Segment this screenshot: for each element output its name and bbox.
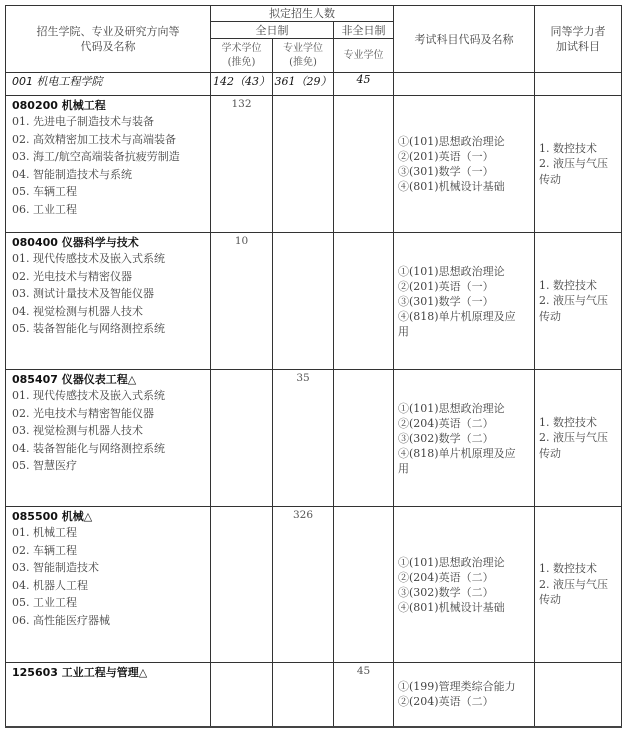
research-direction: 01. 机械工程 [12, 526, 77, 539]
research-direction: 04. 机器人工程 [12, 578, 88, 592]
exam-subject: ②(201)英语（一） [398, 279, 494, 293]
research-direction: 05. 智慧医疗 [12, 459, 77, 472]
extra-subject: 传动 [539, 593, 562, 607]
academic-quota: 132 [211, 96, 273, 233]
college-academic-quota: 142（43） [211, 73, 273, 96]
exam-subject: ④(818)单片机原理及应 [398, 446, 516, 460]
research-direction: 05. 工业工程 [12, 596, 77, 609]
exam-subject: ②(201)英语（一） [398, 150, 494, 163]
extra-subjects [535, 507, 622, 663]
research-direction: 04. 装备智能化与网络测控系统 [12, 441, 165, 455]
header-extra-line1: 同等学力者 [550, 25, 606, 38]
major-info [6, 370, 211, 507]
exam-subject: 用 [398, 324, 410, 338]
extra-subjects [535, 370, 622, 507]
major-info [6, 507, 211, 663]
exam-subject: ③(301)数学（一） [398, 294, 494, 308]
research-direction: 02. 光电技术与精密仪器 [12, 269, 132, 283]
professional-quota [273, 96, 334, 233]
major-title: 080200 机械工程 [12, 99, 106, 112]
extra-subjects [535, 663, 622, 727]
exam-subject: ①(101)思想政治理论 [398, 135, 505, 148]
extra-subject: 传动 [539, 446, 562, 460]
professional-quota: 35 [273, 370, 334, 507]
header-professional-line2: (推免) [289, 56, 317, 68]
major-info [6, 96, 211, 233]
exam-subject: ③(302)数学（二） [398, 431, 494, 445]
exam-subject: ③(302)数学（二） [398, 585, 494, 599]
extra-subject: 2. 液压与气压 [539, 157, 609, 171]
exam-subjects [394, 370, 535, 507]
research-direction: 01. 现代传感技术及嵌入式系统 [12, 389, 165, 402]
extra-subject: 传动 [539, 172, 562, 186]
college-part-time-quota: 45 [334, 73, 394, 96]
academic-quota [211, 370, 273, 507]
header-part-time-professional: 专业学位 [334, 39, 394, 73]
exam-subject: ④(801)机械设计基础 [398, 180, 505, 193]
research-direction: 03. 视觉检测与机器人技术 [12, 424, 143, 437]
exam-subjects [394, 663, 535, 727]
extra-subject: 1. 数控技术 [539, 278, 598, 292]
academic-quota: 10 [211, 233, 273, 370]
header-exam-subjects: 考试科目代码及名称 [394, 6, 535, 73]
major-info [6, 233, 211, 370]
college-extra-empty [535, 73, 622, 96]
exam-subjects [394, 96, 535, 233]
exam-subject: ①(101)思想政治理论 [398, 555, 505, 569]
academic-quota [211, 663, 273, 727]
header-major-line2: 代码及名称 [80, 40, 136, 53]
exam-subject: ①(101)思想政治理论 [398, 264, 505, 278]
header-planned-enrollment: 拟定招生人数 [211, 6, 394, 22]
header-extra-line2: 加试科目 [556, 40, 601, 53]
professional-quota [273, 233, 334, 370]
exam-subject: ③(301)数学（一） [398, 165, 494, 178]
exam-subject: ②(204)英语（二） [398, 416, 494, 430]
part-time-quota [334, 370, 394, 507]
extra-subject: 1. 数控技术 [539, 415, 598, 429]
research-direction: 03. 海工/航空高端装备抗疲劳制造 [12, 150, 180, 163]
research-direction: 05. 车辆工程 [12, 185, 77, 198]
major-title: 080400 仪器科学与技术 [12, 236, 139, 249]
part-time-quota [334, 96, 394, 233]
extra-subject: 1. 数控技术 [539, 562, 598, 576]
header-extra-subjects [535, 6, 622, 73]
extra-subjects [535, 233, 622, 370]
major-title: 085500 机械△ [12, 510, 93, 523]
exam-subject: ②(204)英语（二） [398, 695, 494, 709]
research-direction: 04. 视觉检测与机器人技术 [12, 304, 143, 318]
research-direction: 02. 光电技术与精密智能仪器 [12, 406, 154, 420]
academic-quota [211, 507, 273, 663]
extra-subject: 传动 [539, 309, 562, 323]
extra-subject: 1. 数控技术 [539, 141, 598, 155]
major-title: 085407 仪器仪表工程△ [12, 373, 137, 386]
college-name: 001 机电工程学院 [6, 73, 211, 96]
exam-subject: 用 [398, 461, 410, 475]
major-row [6, 507, 622, 663]
extra-subject: 2. 液压与气压 [539, 577, 609, 591]
extra-subjects [535, 96, 622, 233]
professional-quota [273, 663, 334, 727]
header-academic-degree [211, 39, 273, 73]
major-row [6, 96, 622, 233]
major-row [6, 663, 622, 727]
research-direction: 02. 车辆工程 [12, 543, 77, 557]
research-direction: 01. 现代传感技术及嵌入式系统 [12, 252, 165, 265]
professional-quota: 326 [273, 507, 334, 663]
header-professional-degree [273, 39, 334, 73]
major-row [6, 233, 622, 370]
research-direction: 01. 先进电子制造技术与装备 [12, 115, 154, 128]
header-major [6, 6, 211, 73]
research-direction: 03. 测试计量技术及智能仪器 [12, 287, 154, 300]
major-title: 125603 工业工程与管理△ [12, 666, 148, 679]
exam-subject: ②(204)英语（二） [398, 570, 494, 584]
research-direction: 06. 工业工程 [12, 202, 77, 216]
major-row [6, 370, 622, 507]
exam-subject: ①(101)思想政治理论 [398, 401, 505, 415]
college-professional-quota: 361（29） [273, 73, 334, 96]
header-academic-line2: (推免) [227, 56, 256, 68]
header-professional-line1: 专业学位 [283, 42, 323, 54]
exam-subject: ①(199)管理类综合能力 [398, 680, 516, 694]
college-row [6, 73, 622, 96]
exam-subject: ④(801)机械设计基础 [398, 600, 505, 614]
exam-subject: ④(818)单片机原理及应 [398, 309, 516, 323]
part-time-quota [334, 233, 394, 370]
header-part-time: 非全日制 [334, 22, 394, 39]
research-direction: 03. 智能制造技术 [12, 561, 99, 574]
major-info [6, 663, 211, 727]
header-full-time: 全日制 [211, 22, 334, 39]
research-direction: 02. 高效精密加工技术与高端装备 [12, 132, 176, 146]
part-time-quota [334, 507, 394, 663]
exam-subjects [394, 507, 535, 663]
part-time-quota: 45 [334, 663, 394, 727]
extra-subject: 2. 液压与气压 [539, 294, 609, 308]
research-direction: 06. 高性能医疗器械 [12, 613, 110, 627]
extra-subject: 2. 液压与气压 [539, 431, 609, 445]
research-direction: 05. 装备智能化与网络测控系统 [12, 322, 165, 335]
admissions-table [5, 5, 622, 728]
research-direction: 04. 智能制造技术与系统 [12, 167, 132, 181]
exam-subjects [394, 233, 535, 370]
header-academic-line1: 学术学位 [221, 42, 262, 54]
college-exam-empty [394, 73, 535, 96]
header-major-line1: 招生学院、专业及研究方向等 [36, 25, 180, 38]
